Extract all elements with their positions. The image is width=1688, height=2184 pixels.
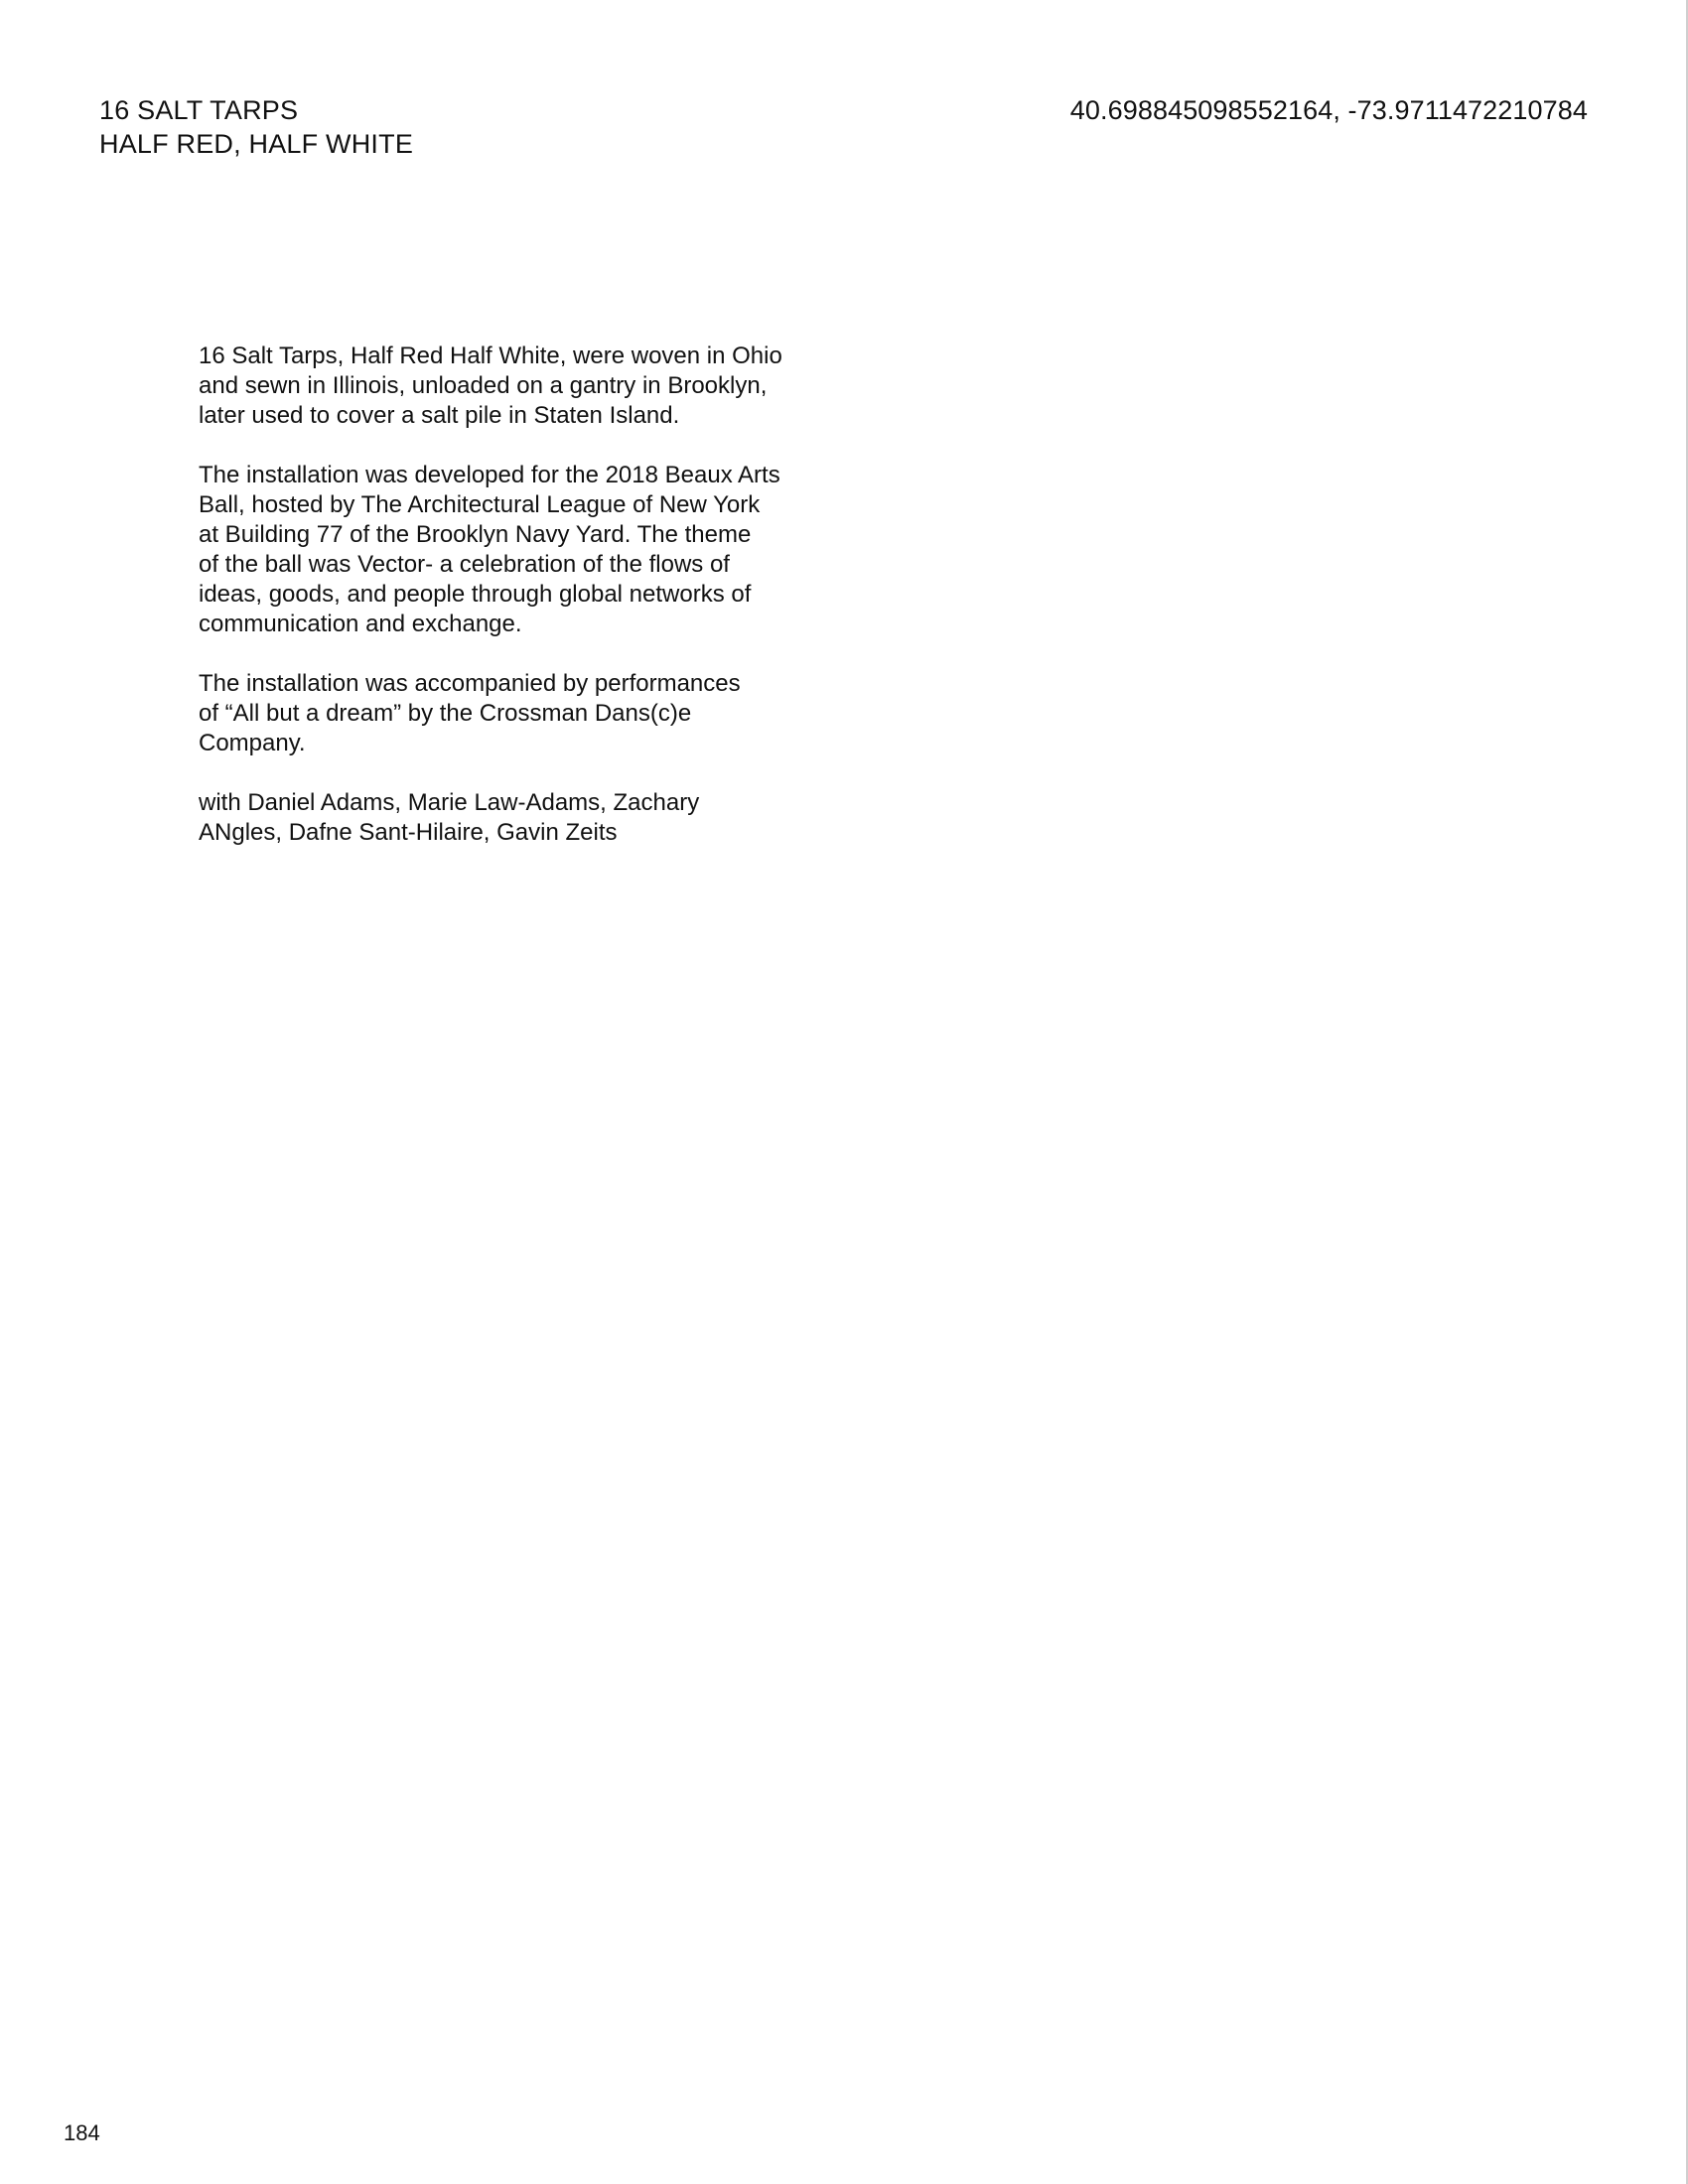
text-line: with Daniel Adams, Marie Law-Adams, Zachary <box>199 789 700 816</box>
paragraph-origin <box>199 341 834 431</box>
text-line: of “All but a dream” by the Crossman Dans(c)e <box>199 700 692 727</box>
title-line-2: HALF RED, HALF WHITE <box>99 129 414 159</box>
text-line: ANgles, Dafne Sant-Hilaire, Gavin Zeits <box>199 819 618 846</box>
text-line: later used to cover a salt pile in Staten Island. <box>199 402 680 429</box>
text-line: Ball, hosted by The Architectural League of New York <box>199 491 761 518</box>
text-line: of the ball was Vector- a celebration of the flows of <box>199 551 730 578</box>
body-text <box>199 341 834 878</box>
text-line: Company. <box>199 730 306 756</box>
paragraph-credits <box>199 788 834 848</box>
paragraph-performance <box>199 669 834 758</box>
text-line: The installation was accompanied by performances <box>199 670 741 697</box>
title-line-1: 16 SALT TARPS <box>99 95 299 125</box>
page-number: 184 <box>64 2120 100 2145</box>
text-line: 16 Salt Tarps, Half Red Half White, were woven in Ohio <box>199 342 782 369</box>
text-line: at Building 77 of the Brooklyn Navy Yard. The theme <box>199 521 752 548</box>
paragraph-installation <box>199 461 834 639</box>
location-coordinates: 40.698845098552164, -73.9711472210784 <box>1069 95 1588 125</box>
text-line: The installation was developed for the 2018 Beaux Arts <box>199 462 780 488</box>
text-line: ideas, goods, and people through global networks of <box>199 581 752 608</box>
text-line: communication and exchange. <box>199 611 522 637</box>
text-line: and sewn in Illinois, unloaded on a gantry in Brooklyn, <box>199 372 768 399</box>
page-title <box>99 93 413 161</box>
